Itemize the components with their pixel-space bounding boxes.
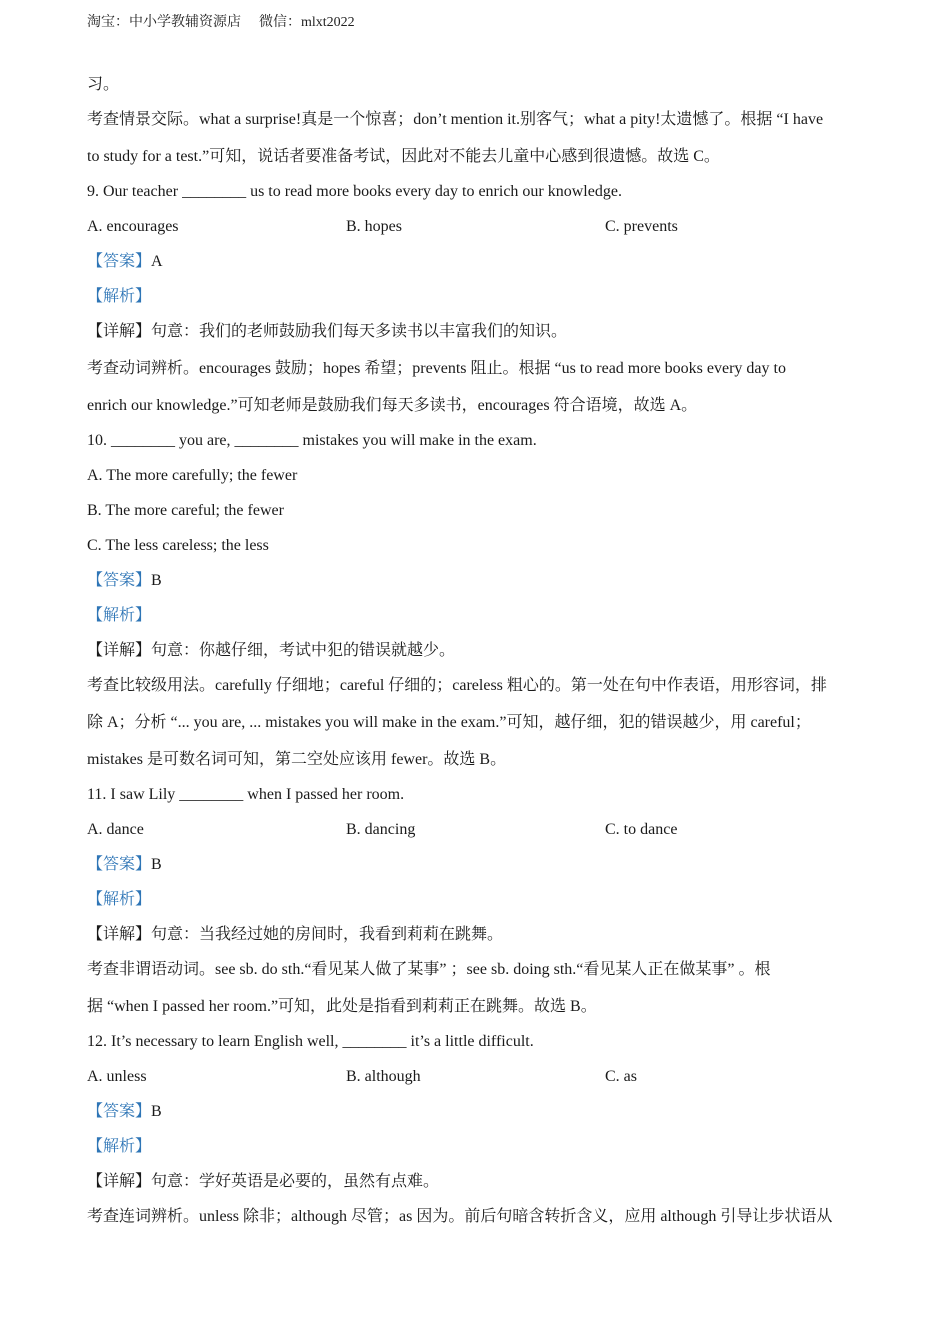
q9-options <box>87 217 867 237</box>
q12-detail <box>87 1172 867 1192</box>
q10-detail <box>87 641 867 661</box>
intro-line-2: 考查情景交际。what a surprise!真是一个惊喜；don’t mention it.别客气；what a pity!太遗憾了。根据 “I have <box>87 111 824 128</box>
q10-option-c: C. The less careless; the less <box>87 537 269 554</box>
document-body <box>87 75 867 1227</box>
intro-line-3: to study for a test.”可知，说话者要准备考试，因此对不能去儿童中心感到很遗憾。故选 C。 <box>87 148 720 165</box>
q12-answer-value: B <box>151 1103 162 1120</box>
answer-tag: 【答案】 <box>87 856 152 873</box>
q9-detail <box>87 322 867 342</box>
q12-option-a: A. unless <box>87 1068 147 1085</box>
q11-answer-value: B <box>151 856 162 873</box>
q12-explanation-1: 考查连词辨析。unless 除非；although 尽管；as 因为。前后句暗含转折含义，应用 although 引导让步状语从 <box>87 1208 833 1225</box>
intro-line-1: 习。 <box>87 76 120 93</box>
q11-option-c: C. to dance <box>605 821 678 838</box>
analysis-tag: 【解析】 <box>87 607 152 624</box>
q12-option-b: B. although <box>346 1068 421 1085</box>
q12-detail-text: 句意：学好英语是必要的，虽然有点难。 <box>151 1173 440 1190</box>
q9-option-c: C. prevents <box>605 218 678 235</box>
q11-answer <box>87 855 867 875</box>
q10-answer-value: B <box>151 572 162 589</box>
q10-answer <box>87 571 867 591</box>
detail-tag: 【详解】 <box>87 926 152 943</box>
q10-explanation-1: 考查比较级用法。carefully 仔细地；careful 仔细的；careless 粗心的。第一处在句中作表语，用形容词，排 <box>87 677 827 694</box>
q10-explanation-2: 除 A；分析 “... you are, ... mistakes you will make in the exam.”可知，越仔细，犯的错误越少，用 careful； <box>87 714 811 731</box>
q10-option-a: A. The more carefully; the fewer <box>87 467 298 484</box>
q11-option-a: A. dance <box>87 821 144 838</box>
q12-analysis <box>87 1137 867 1157</box>
q9-answer <box>87 252 867 272</box>
q9-stem: 9. Our teacher ________ us to read more books every day to enrich our knowledge. <box>87 183 622 200</box>
q11-stem: 11. I saw Lily ________ when I passed her room. <box>87 786 405 803</box>
q11-detail <box>87 925 867 945</box>
analysis-tag: 【解析】 <box>87 1138 152 1155</box>
q10-detail-text: 句意：你越仔细，考试中犯的错误就越少。 <box>151 642 456 659</box>
q9-explanation-1: 考查动词辨析。encourages 鼓励；hopes 希望；prevents 阻止。根据 “us to read more books every day to <box>87 360 786 377</box>
q12-options <box>87 1067 867 1087</box>
q9-answer-value: A <box>151 253 163 270</box>
q11-explanation-2: 据 “when I passed her room.”可知，此处是指看到莉莉正在跳舞。故选 B。 <box>87 998 597 1015</box>
q10-stem: 10. ________ you are, ________ mistakes you will make in the exam. <box>87 432 537 449</box>
q12-answer <box>87 1102 867 1122</box>
q10-analysis <box>87 606 867 626</box>
shop-label: 淘宝：中小学教辅资源店 <box>87 15 241 30</box>
q11-detail-text: 句意：当我经过她的房间时，我看到莉莉在跳舞。 <box>151 926 504 943</box>
wechat-label: 微信：mlxt2022 <box>259 15 355 30</box>
q9-option-b: B. hopes <box>346 218 402 235</box>
detail-tag: 【详解】 <box>87 1173 152 1190</box>
answer-tag: 【答案】 <box>87 253 152 270</box>
answer-tag: 【答案】 <box>87 572 152 589</box>
page-header <box>87 13 355 33</box>
q9-analysis <box>87 287 867 307</box>
answer-tag: 【答案】 <box>87 1103 152 1120</box>
detail-tag: 【详解】 <box>87 642 152 659</box>
q11-analysis <box>87 890 867 910</box>
detail-tag: 【详解】 <box>87 323 152 340</box>
q9-explanation-2: enrich our knowledge.”可知老师是鼓励我们每天多读书，encourages 符合语境，故选 A。 <box>87 397 698 414</box>
q12-stem: 12. It’s necessary to learn English well, ________ it’s a little difficult. <box>87 1033 534 1050</box>
q11-explanation-1: 考查非谓语动词。see sb. do sth.“看见某人做了某事” ；see sb. doing sth.“看见某人正在做某事” 。根 <box>87 961 771 978</box>
q9-detail-text: 句意：我们的老师鼓励我们每天多读书以丰富我们的知识。 <box>151 323 568 340</box>
q11-option-b: B. dancing <box>346 821 416 838</box>
analysis-tag: 【解析】 <box>87 891 152 908</box>
analysis-tag: 【解析】 <box>87 288 152 305</box>
q12-option-c: C. as <box>605 1068 637 1085</box>
q11-options <box>87 820 867 840</box>
q10-option-b: B. The more careful; the fewer <box>87 502 284 519</box>
q9-option-a: A. encourages <box>87 218 179 235</box>
q10-explanation-3: mistakes 是可数名词可知，第二空处应该用 fewer。故选 B。 <box>87 751 507 768</box>
